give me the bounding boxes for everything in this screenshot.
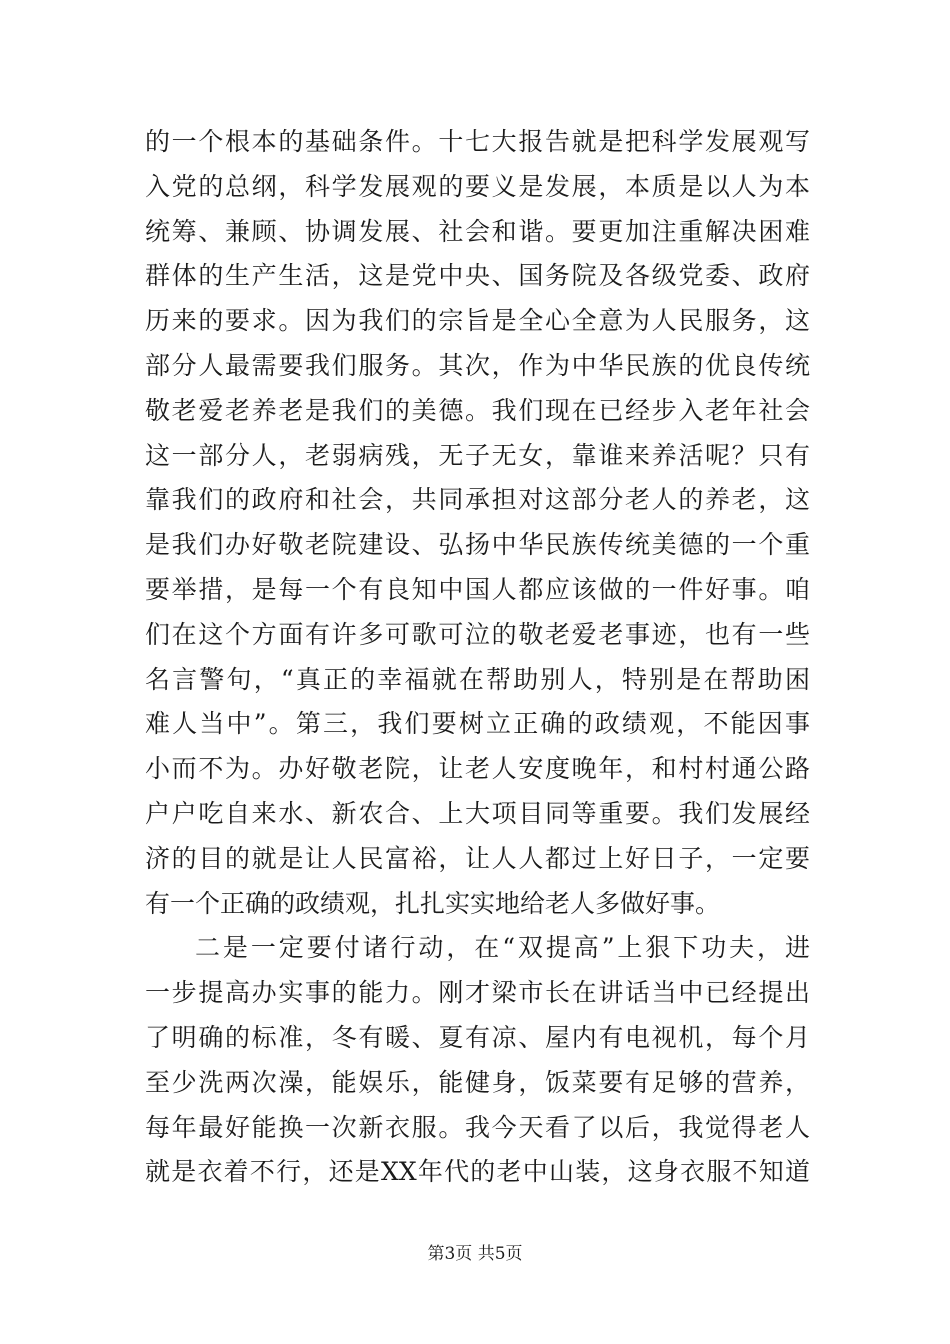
text-line: 至少洗两次澡，能娱乐，能健身，饭菜要有足够的营养， xyxy=(145,1067,810,1097)
text-line: 一步提高办实事的能力。刚才梁市长在讲话当中已经提出 xyxy=(145,978,810,1008)
text-line: 济的目的就是让人民富裕，让人人都过上好日子，一定要 xyxy=(145,843,810,873)
text-line: 小而不为。办好敬老院，让老人安度晚年，和村村通公路 xyxy=(145,754,810,784)
text-line: 户户吃自来水、新农合、上大项目同等重要。我们发展经 xyxy=(145,798,810,828)
text-line: 靠我们的政府和社会，共同承担对这部分老人的养老，这 xyxy=(145,485,810,515)
text-line: 了明确的标准，冬有暖、夏有凉、屋内有电视机，每个月 xyxy=(145,1022,810,1052)
text-line: 这一部分人，老弱病残，无子无女，靠谁来养活呢？只有 xyxy=(145,440,810,470)
text-line: 统筹、兼顾、协调发展、社会和谐。要更加注重解决困难 xyxy=(145,216,810,246)
text-line: 入党的总纲，科学发展观的要义是发展，本质是以人为本 xyxy=(145,171,810,201)
text-line: 敬老爱老养老是我们的美德。我们现在已经步入老年社会 xyxy=(145,395,810,425)
text-line: 历来的要求。因为我们的宗旨是全心全意为人民服务，这 xyxy=(145,306,810,336)
page-footer xyxy=(0,1239,950,1264)
paragraph-first-line: 二是一定要付诸行动，在“双提高”上狠下功夫，进 xyxy=(195,933,810,963)
paragraph-end-line: 有一个正确的政绩观，扎扎实实地给老人多做好事。 xyxy=(145,888,721,918)
text-line: 部分人最需要我们服务。其次，作为中华民族的优良传统 xyxy=(145,350,810,380)
text-line: 要举措，是每一个有良知中国人都应该做的一件好事。咱 xyxy=(145,574,810,604)
text-line: 是我们办好敬老院建设、弘扬中华民族传统美德的一个重 xyxy=(145,530,810,560)
text-line: 的一个根本的基础条件。十七大报告就是把科学发展观写 xyxy=(145,127,810,156)
text-line: 就是衣着不行，还是XX年代的老中山装，这身衣服不知道 xyxy=(145,1157,810,1187)
text-line: 每年最好能换一次新衣服。我今天看了以后，我觉得老人 xyxy=(145,1112,810,1142)
text-line: 难人当中”。第三，我们要树立正确的政绩观，不能因事 xyxy=(145,709,810,739)
text-line: 名言警句，“真正的幸福就在帮助别人，特别是在帮助困 xyxy=(145,664,810,694)
body-text xyxy=(145,120,810,1195)
text-line: 群体的生产生活，这是党中央、国务院及各级党委、政府 xyxy=(145,261,810,291)
page-number: 第3页 共5页 xyxy=(427,1244,523,1264)
text-line: 们在这个方面有许多可歌可泣的敬老爱老事迹，也有一些 xyxy=(145,619,810,649)
